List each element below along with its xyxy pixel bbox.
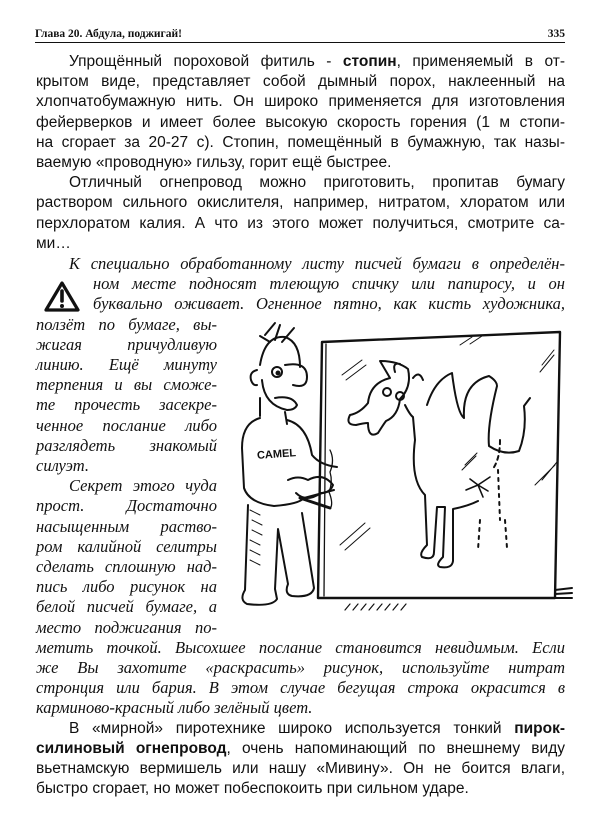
text-line: [36, 719, 565, 739]
text-line: раствором сильного окислителя, например, нитратом, хлоратом или: [36, 194, 565, 212]
chapter-title: Глава 20. Абдула, поджигай!: [35, 28, 182, 40]
text-line: [36, 739, 565, 759]
text-line: насыщенным раство-: [36, 516, 217, 536]
bold-term: силиновый огнепровод: [36, 739, 227, 757]
text-line: те прочесть засекре-: [36, 395, 217, 415]
text-line: пись либо рисунок на: [36, 577, 217, 597]
text-segment: Упрощённый пороховой фитиль -: [69, 53, 343, 70]
text-line: быстро сгорает, но может побеспокоить при сильном ударе.: [36, 780, 469, 798]
text-line: Отличный огнепровод можно приготовить, пропитав бумагу: [69, 174, 565, 192]
text-line: фейерверков и имеет более высокую скорость горения (1 м стопи-: [36, 113, 565, 131]
text-line: место поджигания по-: [36, 617, 217, 637]
text-line: буквально оживает. Огненное пятно, как кисть художника,: [93, 294, 565, 314]
text-segment: , применяемый в от-: [396, 53, 565, 70]
text-line: прост. Достаточно: [36, 496, 217, 516]
text-line: ченное послание либо: [36, 415, 217, 435]
warning-icon: [44, 281, 80, 312]
text-line: белой писчей бумаге, а: [36, 597, 217, 617]
text-line: же Вы захотите «раскрасить» рисунок, используйте нитрат: [36, 658, 565, 677]
text-line: ми…: [36, 234, 71, 252]
text-line: линию. Ещё минуту: [36, 355, 217, 374]
text-line: ползёт по бумаге, вы-: [36, 314, 217, 334]
text-line: силуэт.: [36, 456, 89, 475]
text-line: ром калийной селитры: [36, 536, 217, 556]
text-line: Секрет этого чуда: [69, 476, 217, 496]
running-header: [35, 27, 565, 43]
text-line: карминово-красный либо зелёный цвет.: [36, 698, 313, 718]
text-line: терпения и вы сможе-: [36, 375, 217, 395]
text-line: жигая причудливую: [36, 334, 217, 354]
text-line: метить точкой. Высохшее послание становится невидимым. Если: [36, 637, 565, 657]
text-line: разглядеть знакомый: [36, 435, 217, 455]
text-line: [36, 52, 565, 72]
text-line: вьетнамскую вермишель или нашу «Мивину». Он не боится влаги,: [36, 760, 565, 777]
text-line: сделать сплошную над-: [36, 557, 217, 576]
text-line: перхлоратом калия. А что из этого может получиться, смотрите са-: [36, 214, 565, 232]
bold-term: стопин: [342, 53, 397, 70]
camel-drawing: [348, 361, 530, 567]
bold-term: пирок-: [514, 719, 565, 737]
text-line: стронция или бария. В этом случае бегущая строка окрасится в: [36, 678, 565, 698]
text-line: ном месте подносят тлеющую спичку или папиросу, и он: [93, 274, 565, 294]
text-line: на сгорает за 20-27 с). Стопин, помещённый в бумажную, так назы-: [36, 133, 565, 151]
page-number: 335: [547, 28, 565, 40]
text-line: крытом виде, представляет собой дымный порох, наклеенный на: [36, 73, 565, 91]
text-line: ваемую «проводную» гильзу, горит ещё быстрее.: [36, 154, 392, 171]
illustration-man-burning-camel: [230, 320, 590, 630]
text-line: К специально обработанному листу писчей бумаги в определён-: [69, 254, 565, 273]
text-line: хлопчатобумажную нить. Он широко применяется для изготовления: [36, 93, 565, 111]
text-segment: В «мирной» пиротехнике широко используется тонкий: [69, 719, 515, 737]
text-segment: , очень напоминающий по внешнему виду: [226, 739, 565, 757]
sweater-lettering: CAMEL: [256, 447, 297, 462]
